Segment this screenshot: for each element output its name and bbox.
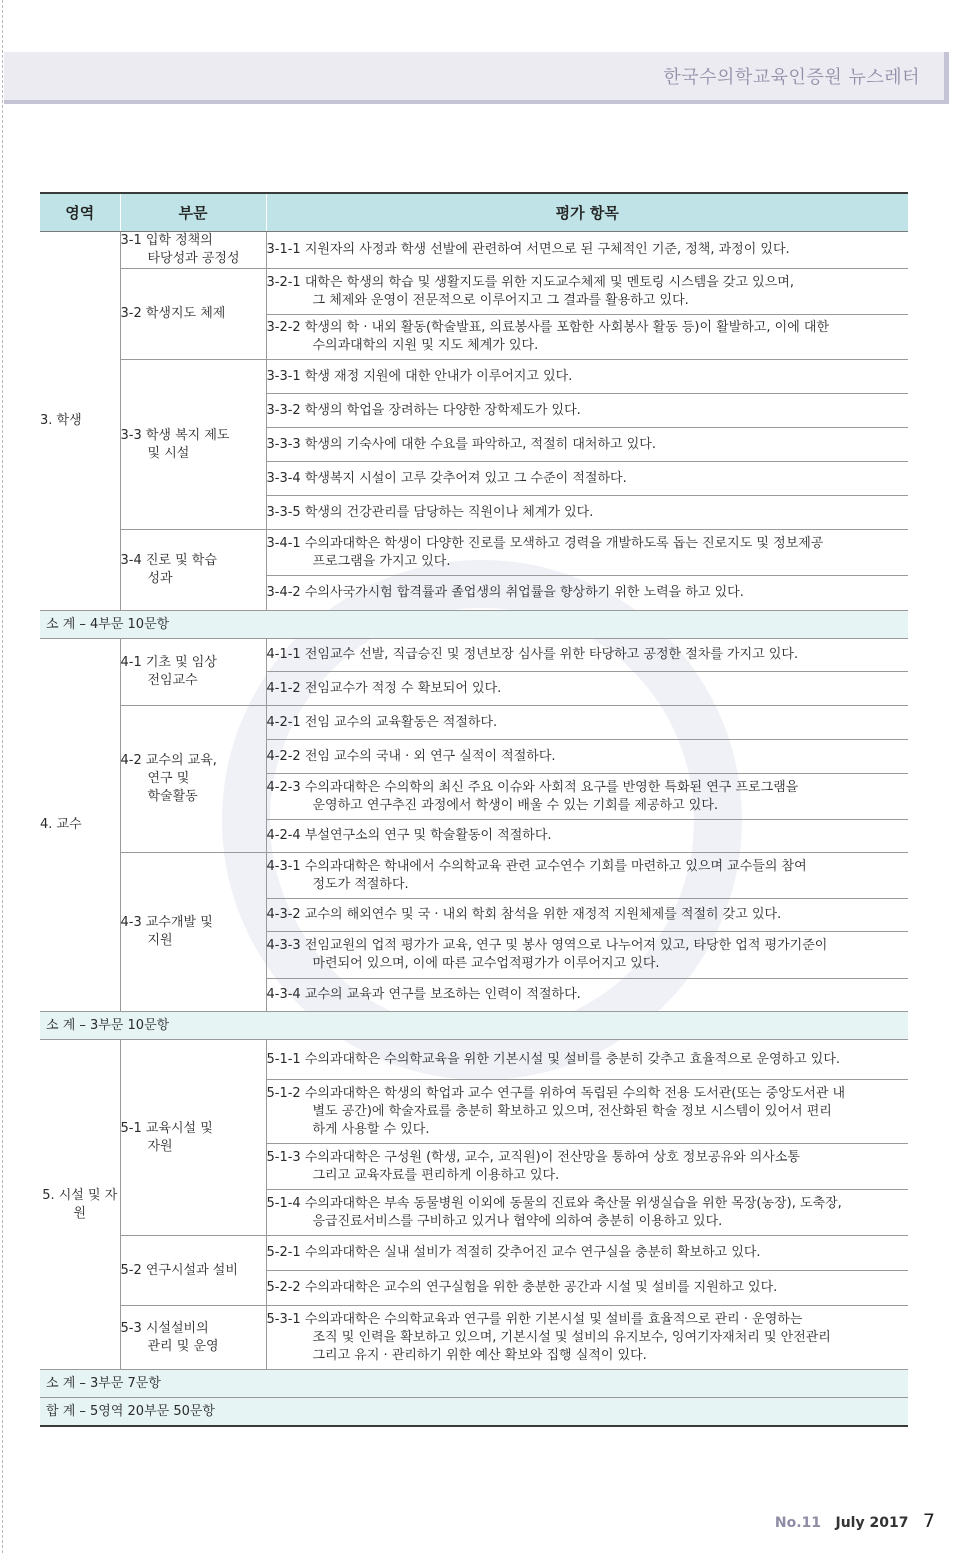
item-text: 4-2-1 전임 교수의 교육활동은 적절하다. [266,714,498,730]
table-body [40,232,908,1427]
area-cell [40,1040,120,1370]
item-text: 별도 공간)에 학술자료를 충분히 확보하고 있으며, 전산화된 학술 정보 시스템이 있어서 편리 [312,1103,832,1119]
item-cell [266,576,908,611]
section-cell [120,1306,266,1370]
table-row [40,530,908,576]
table-row [40,706,908,740]
section-label: 3-4 진로 및 학습 [120,553,217,568]
table-row [40,1236,908,1271]
item-cell [266,496,908,530]
section-cell [120,360,266,530]
subtotal-row [40,611,908,639]
table-row [40,360,908,394]
total-cell: 합 계 – 5영역 20부문 50문항 [40,1398,908,1427]
table-row [40,269,908,315]
subtotal-cell: 소 계 – 3부문 7문항 [40,1370,908,1398]
section-label: 4-1 기초 및 임상 [120,655,217,670]
item-text: 3-3-5 학생의 건강관리를 담당하는 직원이나 체계가 있다. [266,504,594,520]
item-cell [266,360,908,394]
item-cell [266,462,908,496]
header-section: 부문 [120,193,266,232]
subtotal-cell: 소 계 – 4부문 10문항 [40,611,908,639]
item-cell [266,1236,908,1271]
item-text: 4-1-2 전임교수가 적정 수 확보되어 있다. [266,680,502,696]
item-text: 4-2-2 전임 교수의 국내 · 외 연구 실적이 적절하다. [266,748,556,764]
item-text: 수의과대학의 지원 및 지도 체계가 있다. [312,338,539,353]
page-edge-guide [2,0,3,1553]
section-label: 5-1 교육시설 및 [120,1120,213,1136]
section-label: 5-2 연구시설과 설비 [120,1262,238,1278]
item-cell [266,269,908,315]
item-cell [266,774,908,820]
section-cell [120,1040,266,1236]
total-row [40,1398,908,1427]
section-label: 3-2 학생지도 체제 [120,306,226,321]
area-label: 3. 학생 [40,413,82,428]
section-cell [120,1236,266,1306]
section-label: 타당성과 공정성 [147,251,240,266]
item-text: 3-3-3 학생의 기숙사에 대한 수요를 파악하고, 적절히 대처하고 있다. [266,436,656,452]
item-text: 3-2-2 학생의 학 · 내외 활동(학술발표, 의료봉사를 포함한 사회봉사 활동 등)이 활발하고, 이에 대한 [266,320,830,335]
section-cell [120,269,266,360]
page-number: 7 [922,1510,935,1532]
item-text: 5-1-1 수의과대학은 수의학교육을 위한 기본시설 및 설비를 충분히 갖추고 효율적으로 운영하고 있다. [266,1051,841,1067]
table-row [40,639,908,672]
section-label: 및 시설 [147,445,190,461]
area-label: 4. 교수 [40,817,82,832]
item-cell [266,706,908,740]
section-label: 학술활동 [147,789,198,804]
item-cell [266,820,908,853]
item-text: 5-2-1 수의과대학은 실내 설비가 적절히 갖추어진 교수 연구실을 충분히 확보하고 있다. [266,1245,761,1260]
item-text: 운영하고 연구추진 과정에서 학생이 배울 수 있는 기회를 제공하고 있다. [312,797,719,813]
section-cell [120,232,266,269]
item-text: 조직 및 인력을 확보하고 있으며, 기본시설 및 설비의 유지보수, 잉여기자재처리 및 안전관리 [312,1329,831,1345]
item-text: 5-1-4 수의과대학은 부속 동물병원 이외에 동물의 진료와 축산물 위생실습을 위한 목장(농장), 도축장, [266,1195,842,1211]
item-text: 3-3-2 학생의 학업을 장려하는 다양한 장학제도가 있다. [266,402,581,418]
header-items: 평가 항목 [266,193,908,232]
item-cell [266,428,908,462]
area-label: 5. 시설 및 자원 [42,1187,118,1221]
section-label: 3-3 학생 복지 제도 [120,427,230,443]
section-label: 4-2 교수의 교육, [120,753,217,768]
section-label: 전임교수 [147,673,198,688]
section-label: 3-1 입학 정책의 [120,233,213,248]
item-text: 5-1-3 수의과대학은 구성원 (학생, 교수, 교직원)이 전산망을 통하여 상호 정보공유와 의사소통 [266,1149,800,1165]
item-text: 5-1-2 수의과대학은 학생의 학업과 교수 연구를 위하여 독립된 수의학 전용 도서관(또는 중앙도서관 내 [266,1085,846,1101]
item-cell [266,232,908,269]
item-text: 4-2-4 부설연구소의 연구 및 학술활동이 적절하다. [266,828,552,843]
section-label: 자원 [147,1138,173,1154]
item-text: 4-3-1 수의과대학은 학내에서 수의학교육 관련 교수연수 기회를 마련하고 있으며 교수들의 참여 [266,858,807,874]
table-row [40,1040,908,1080]
issue-number: No.11 [774,1515,822,1531]
item-text: 5-2-2 수의과대학은 교수의 연구실험을 위한 충분한 공간과 시설 및 설비를 지원하고 있다. [266,1280,778,1295]
item-text: 3-3-4 학생복지 시설이 고루 갖추어져 있고 그 수준이 적절하다. [266,470,627,486]
item-cell [266,1040,908,1080]
section-label: 5-3 시설설비의 [120,1320,209,1336]
area-cell [40,232,120,611]
section-label: 4-3 교수개발 및 [120,915,213,930]
item-text: 그리고 유지 · 관리하기 위한 예산 확보와 집행 실적이 있다. [312,1347,647,1363]
section-cell [120,853,266,1012]
item-cell [266,394,908,428]
item-cell [266,979,908,1012]
table-row [40,232,908,269]
item-text: 3-2-1 대학은 학생의 학습 및 생활지도를 위한 지도교수체제 및 멘토링 시스템을 갖고 있으며, [266,274,794,290]
table-row [40,1306,908,1370]
item-text: 그리고 교육자료를 편리하게 이용하고 있다. [312,1167,560,1183]
item-text: 그 체제와 운영이 전문적으로 이루어지고 그 결과를 활용하고 있다. [312,292,689,308]
item-text: 응급진료서비스를 구비하고 있거나 협약에 의하여 충분히 이용하고 있다. [312,1213,723,1229]
item-text: 프로그램을 가지고 있다. [312,553,451,569]
subtotal-cell: 소 계 – 3부문 10문항 [40,1012,908,1040]
item-text: 마련되어 있으며, 이에 따른 교수업적평가가 이루어지고 있다. [312,956,660,971]
item-cell [266,1190,908,1236]
section-label: 지원 [147,933,173,948]
item-text: 5-3-1 수의과대학은 수의학교육과 연구를 위한 기본시설 및 설비를 효율적으로 관리 · 운영하는 [266,1311,803,1327]
item-text: 3-4-1 수의과대학은 학생이 다양한 진로를 모색하고 경력을 개발하도록 돕는 진로지도 및 정보제공 [266,535,824,551]
item-cell [266,1306,908,1370]
item-text: 4-2-3 수의과대학은 수의학의 최신 주요 이슈와 사회적 요구를 반영한 특화된 연구 프로그램을 [266,779,799,795]
item-cell [266,1080,908,1144]
item-text: 3-3-1 학생 재정 지원에 대한 안내가 이루어지고 있다. [266,368,573,384]
item-cell [266,530,908,576]
page-footer [775,1510,935,1532]
issue-date: July 2017 [835,1515,909,1531]
section-label: 연구 및 [147,771,190,786]
item-text: 정도가 적절하다. [312,876,409,892]
item-cell [266,740,908,774]
item-text: 3-1-1 지원자의 사정과 학생 선발에 관련하여 서면으로 된 구체적인 기준, 정책, 과정이 있다. [266,242,790,257]
item-text: 4-3-2 교수의 해외연수 및 국 · 내외 학회 참석을 위한 재정적 지원체제를 적절히 갖고 있다. [266,907,782,922]
item-cell [266,853,908,899]
item-cell [266,639,908,672]
item-cell [266,672,908,706]
item-text: 4-1-1 전임교수 선발, 직급승진 및 정년보장 심사를 위한 타당하고 공정한 절차를 가지고 있다. [266,647,799,662]
newsletter-title: 한국수의학교육인증원 뉴스레터 [663,67,920,88]
header-shadow [4,100,949,104]
item-text: 하게 사용할 수 있다. [312,1121,430,1137]
item-cell [266,932,908,979]
evaluation-table [40,192,908,1427]
section-label: 성과 [147,571,173,586]
table-row [40,853,908,899]
header-area: 영역 [40,193,120,232]
table-header-row [40,193,908,232]
item-text: 4-3-4 교수의 교육과 연구를 보조하는 인력이 적절하다. [266,987,581,1002]
section-cell [120,706,266,853]
item-cell [266,315,908,360]
subtotal-row [40,1370,908,1398]
section-cell [120,530,266,611]
item-cell [266,1144,908,1190]
area-cell [40,639,120,1012]
section-label: 관리 및 운영 [147,1338,219,1354]
item-cell [266,899,908,932]
item-text: 4-3-3 전임교원의 업적 평가가 교육, 연구 및 봉사 영역으로 나누어져 있고, 타당한 업적 평가기준이 [266,938,828,953]
subtotal-row [40,1012,908,1040]
section-cell [120,639,266,706]
item-cell [266,1271,908,1306]
newsletter-header [4,52,949,100]
item-text: 3-4-2 수의사국가시험 합격률과 졸업생의 취업률을 향상하기 위한 노력을 하고 있다. [266,585,744,600]
